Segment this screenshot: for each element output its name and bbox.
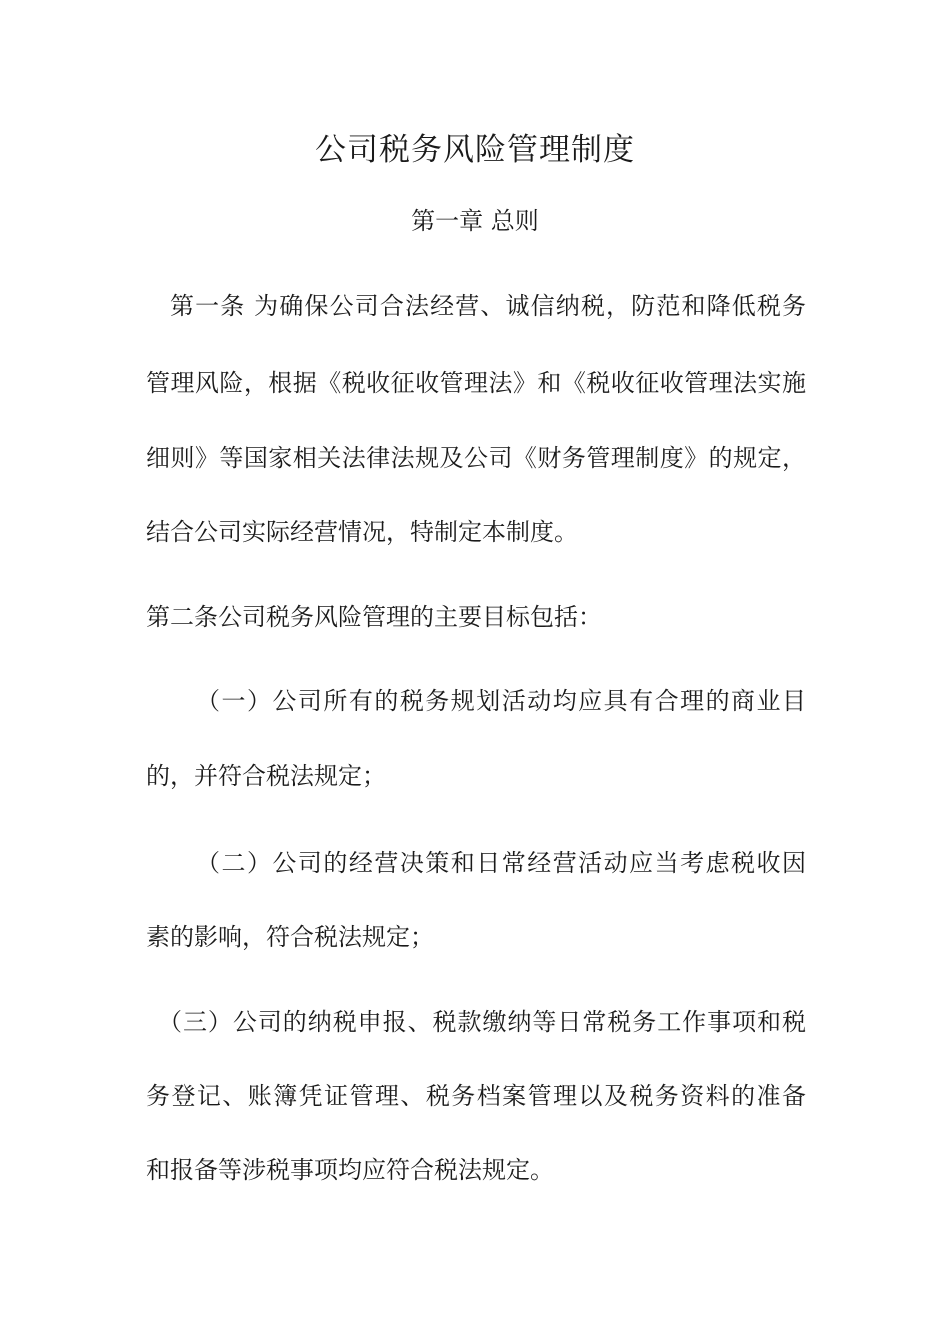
article-1-line-2: 管理风险，根据《税收征收管理法》和《税收征收管理法实施: [146, 369, 806, 397]
item-3-line-2: 务登记、账簿凭证管理、税务档案管理以及税务资料的准备: [146, 1082, 806, 1110]
item-1-line-2: 的，并符合税法规定；: [146, 762, 386, 790]
document-title: 公司税务风险管理制度: [315, 132, 635, 168]
article-1-line-3: 细则》等国家相关法律法规及公司《财务管理制度》的规定，: [146, 444, 806, 472]
article-1-line-1: 第一条 为确保公司合法经营、诚信纳税，防范和降低税务: [170, 292, 806, 320]
item-2-line-1: （二）公司的经营决策和日常经营活动应当考虑税收因: [196, 849, 806, 877]
article-2-heading: 第二条公司税务风险管理的主要目标包括：: [146, 603, 602, 631]
chapter-heading: 第一章 总则: [411, 207, 539, 235]
article-1-line-4: 结合公司实际经营情况，特制定本制度。: [146, 518, 578, 546]
item-1-line-1: （一）公司所有的税务规划活动均应具有合理的商业目: [196, 687, 806, 715]
item-2-line-2: 素的影响，符合税法规定；: [146, 923, 434, 951]
item-3-line-1: （三）公司的纳税申报、税款缴纳等日常税务工作事项和税: [158, 1008, 806, 1036]
item-3-line-3: 和报备等涉税事项均应符合税法规定。: [146, 1156, 554, 1184]
